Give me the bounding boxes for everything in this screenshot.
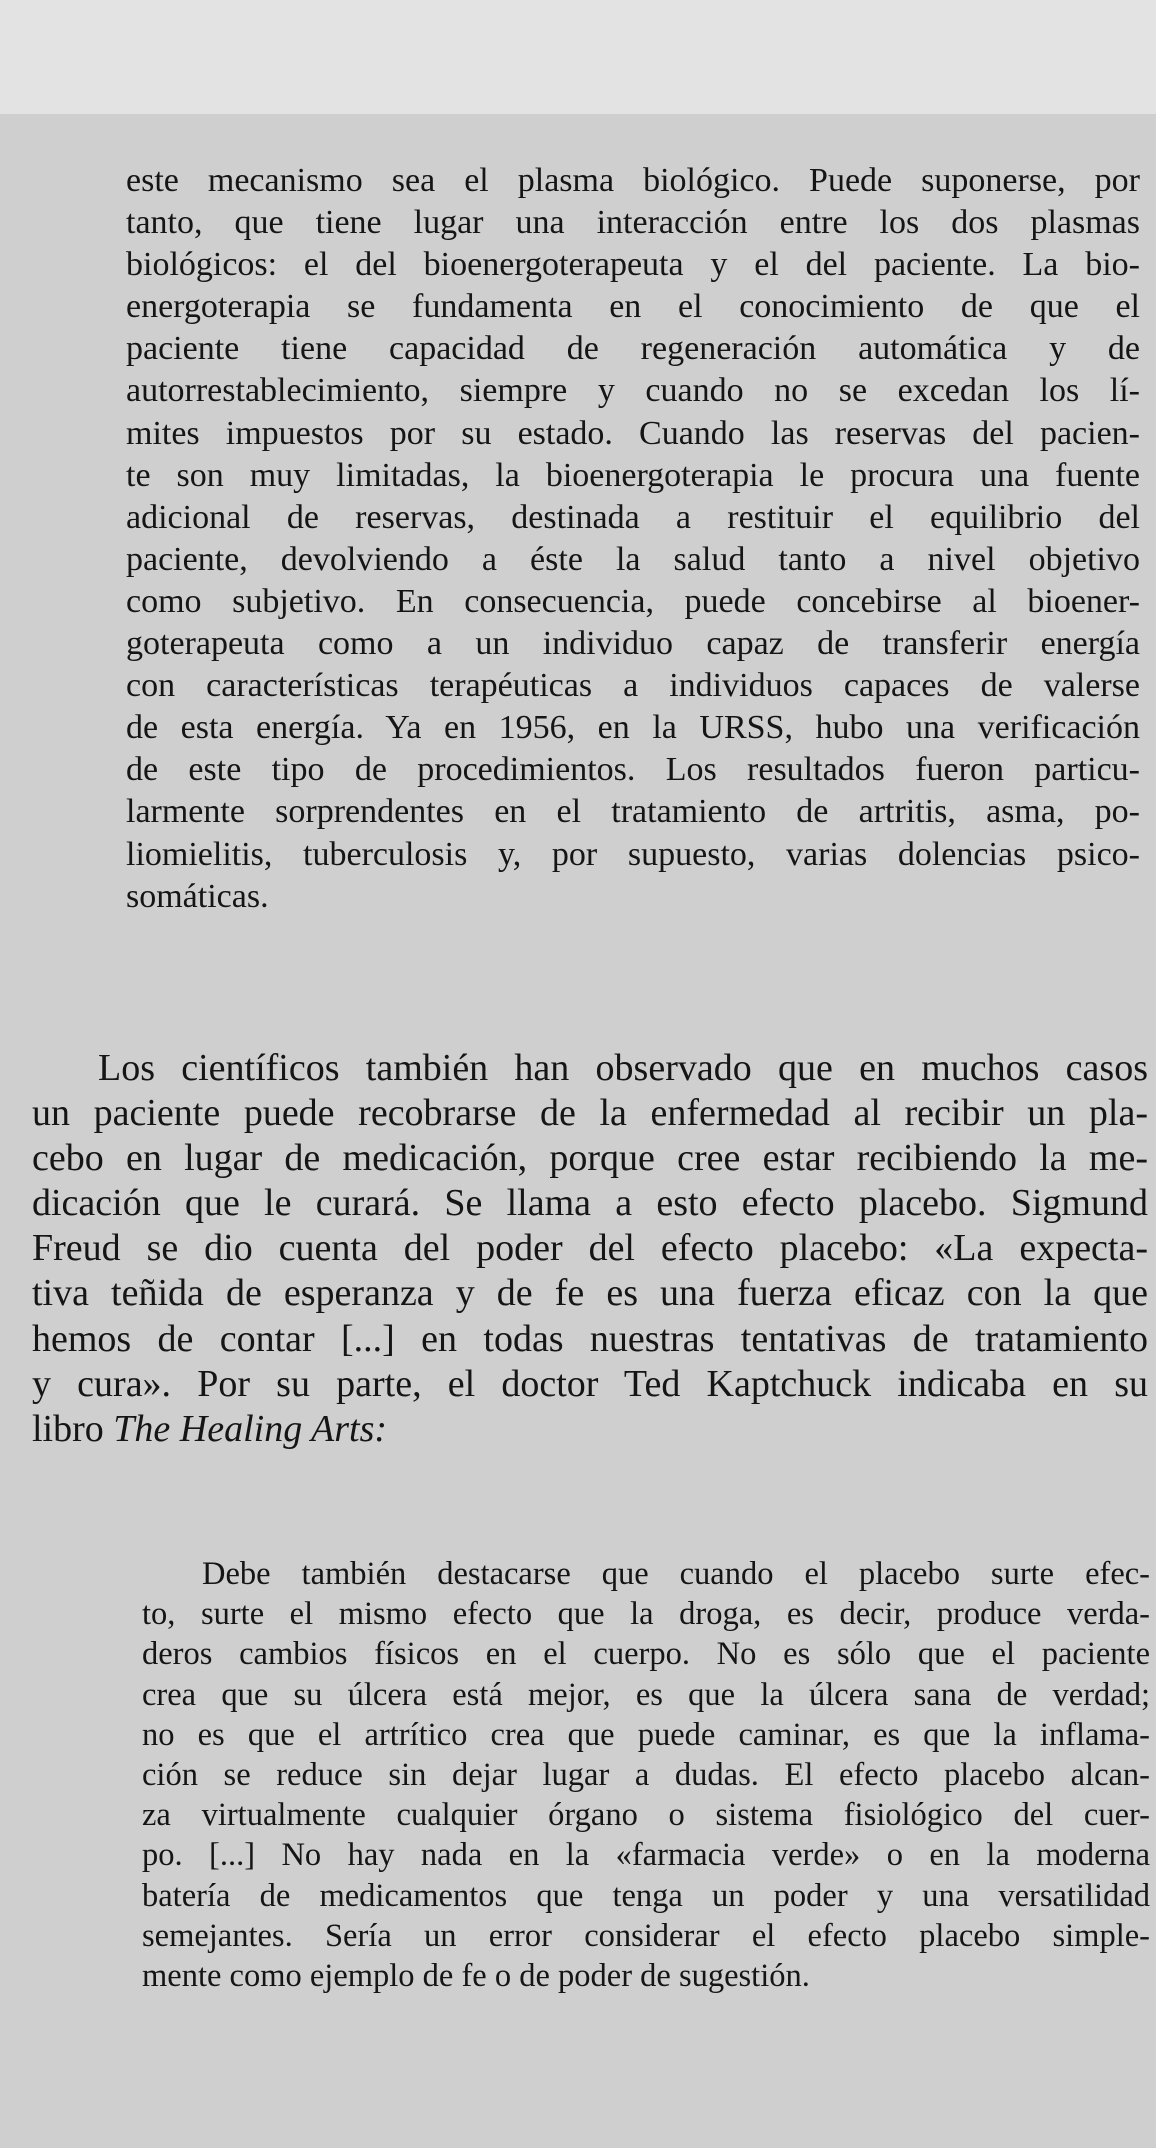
text-line: semejantes. Sería un error considerar el efecto placebo simple- bbox=[142, 1917, 1150, 1954]
text-line: cebo en lugar de medicación, porque cree estar recibiendo la me- bbox=[32, 1137, 1148, 1180]
text-line: Freud se dio cuenta del poder del efecto placebo: «La expecta- bbox=[32, 1227, 1148, 1270]
text-line: larmente sorprendentes en el tratamiento de artritis, asma, po- bbox=[126, 793, 1140, 831]
text-line: de este tipo de procedimientos. Los resultados fueron particu- bbox=[126, 751, 1140, 789]
text-line: po. [...] No hay nada en la «farmacia verde» o en la moderna bbox=[142, 1837, 1150, 1874]
text-line: mente como ejemplo de fe o de poder de sugestión. bbox=[142, 1957, 810, 1994]
text-fragment: libro bbox=[32, 1407, 114, 1450]
text-line: de esta energía. Ya en 1956, en la URSS, hubo una verificación bbox=[126, 709, 1140, 747]
text-line: goterapeuta como a un individuo capaz de transferir energía bbox=[126, 625, 1140, 663]
book-title: The Healing Arts: bbox=[113, 1407, 388, 1450]
text-line: biológicos: el del bioenergoterapeuta y el del paciente. La bio- bbox=[126, 246, 1140, 284]
text-line bbox=[32, 1407, 1148, 1452]
text-line: mites impuestos por su estado. Cuando las reservas del pacien- bbox=[126, 414, 1140, 452]
text-line: como subjetivo. En consecuencia, puede concebirse al bioener- bbox=[126, 582, 1140, 620]
block-quote bbox=[142, 1554, 1150, 1996]
text-line: tanto, que tiene lugar una interacción entre los dos plasmas bbox=[126, 204, 1140, 242]
text-line: te son muy limitadas, la bioenergoterapia le procura una fuente bbox=[126, 456, 1140, 494]
text-line: paciente tiene capacidad de regeneración automática y de bbox=[126, 330, 1140, 368]
text-line: energoterapia se fundamenta en el conocimiento de que el bbox=[126, 288, 1140, 326]
text-line: za virtualmente cualquier órgano o sistema fisiológico del cuer- bbox=[142, 1797, 1150, 1834]
body-paragraph-2 bbox=[32, 1046, 1148, 1452]
text-line: deros cambios físicos en el cuerpo. No es sólo que el paciente bbox=[142, 1636, 1150, 1673]
text-line: liomielitis, tuberculosis y, por supuesto, varias dolencias psico- bbox=[126, 835, 1140, 873]
text-line: hemos de contar [...] en todas nuestras tentativas de tratamiento bbox=[32, 1317, 1148, 1360]
scan-top-margin bbox=[0, 0, 1156, 114]
text-line: tiva teñida de esperanza y de fe es una fuerza eficaz con la que bbox=[32, 1272, 1148, 1315]
text-line: crea que su úlcera está mejor, es que la úlcera sana de verdad; bbox=[142, 1676, 1150, 1713]
text-line: ción se reduce sin dejar lugar a dudas. El efecto placebo alcan- bbox=[142, 1756, 1150, 1793]
text-line: batería de medicamentos que tenga un poder y una versatilidad bbox=[142, 1877, 1150, 1914]
text-line: un paciente puede recobrarse de la enfermedad al recibir un pla- bbox=[32, 1092, 1148, 1135]
text-line: adicional de reservas, destinada a restituir el equilibrio del bbox=[126, 498, 1140, 536]
text-line: paciente, devolviendo a éste la salud tanto a nivel objetivo bbox=[126, 540, 1140, 578]
text-line: somáticas. bbox=[126, 877, 269, 915]
text-line: no es que el artrítico crea que puede caminar, es que la inflama- bbox=[142, 1716, 1150, 1753]
text-line: Debe también destacarse que cuando el placebo surte efec- bbox=[202, 1556, 1150, 1592]
text-line: y cura». Por su parte, el doctor Ted Kaptchuck indicaba en su bbox=[32, 1362, 1148, 1405]
text-line: con características terapéuticas a individuos capaces de valerse bbox=[126, 667, 1140, 705]
text-line: to, surte el mismo efecto que la droga, es decir, produce verda- bbox=[142, 1596, 1150, 1633]
text-line: Los científicos también han observado que en muchos casos bbox=[98, 1047, 1148, 1089]
body-paragraph-1 bbox=[126, 160, 1140, 918]
text-line: autorrestablecimiento, siempre y cuando no se excedan los lí- bbox=[126, 372, 1140, 410]
text-line: este mecanismo sea el plasma biológico. Puede suponerse, por bbox=[126, 162, 1140, 199]
text-line: dicación que le curará. Se llama a esto efecto placebo. Sigmund bbox=[32, 1182, 1148, 1225]
